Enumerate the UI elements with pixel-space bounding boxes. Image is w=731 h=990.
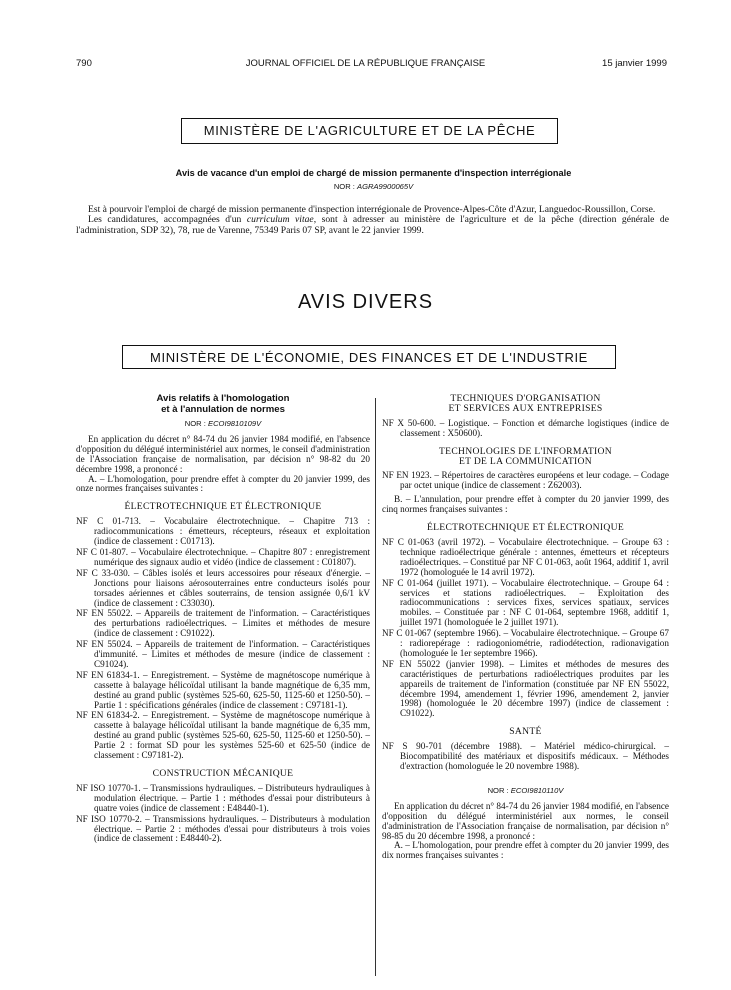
ministry-agriculture-box <box>181 118 558 144</box>
homologation-title-line-2: et à l'annulation de normes <box>161 403 285 415</box>
norm-code: NF ISO 10770-1. <box>76 782 141 793</box>
norm-description: – Logistique. – Fonction et démarche logistiques (indice de classement : X50600). <box>400 417 669 438</box>
norm-code: NF EN 55022. <box>76 608 133 619</box>
norm-code: NF C 01-067 <box>382 628 432 639</box>
left-nor-label: NOR : <box>184 419 208 428</box>
norm-code: NF C 33-030. <box>76 567 130 578</box>
norm-description: – Appareils de traitement de l'information. – Caractéristiques des perturbations radioélectriques. – Limites et méthodes de mesure (indice de classement : C91022). <box>94 608 370 639</box>
norm-description: – Vocabulaire électrotechnique. – Chapitre 713 : radiocommunications : émetteurs, récepteurs, réseaux et exploitation (indice de classement : C01713). <box>94 516 370 547</box>
vacancy-paragraph-2 <box>76 215 669 236</box>
page-number: 790 <box>76 58 92 69</box>
norm-code: NF EN 55022 <box>382 658 441 669</box>
vacancy-paragraph-1: Est à pourvoir l'emploi de chargé de mission permanente d'inspection interrégionale de Provence-Alpes-Côte d'Azur, Languedoc-Roussillon, Corse. <box>88 204 656 215</box>
vacancy-p2-end: , sont à adresser au ministère de l'agriculture et de la pêche (direction générale de l'administration, SDP 32), 78, rue de Varenne, 75349 Paris 07 SP, avant le 22 janvier 1999. <box>76 214 669 236</box>
norm-description: – Vocabulaire électrotechnique. – Chapitre 807 : enregistrement numérique des signaux audio et vidéo (indice de classement : C01807). <box>94 546 371 567</box>
norm-entry <box>76 609 370 639</box>
homologation-title-line-1: Avis relatifs à l'homologation <box>156 393 290 404</box>
right-section-organisation-l2: ET SERVICES AUX ENTREPRISES <box>448 402 603 414</box>
norm-description: (septembre 1966). – Vocabulaire électrotechnique. – Groupe 67 : radiorepérage : radiogoniométrie, radiodétection, radionavigation (homologuée le 1er septembre 1966). <box>400 628 669 658</box>
right-section-electrotech: ÉLECTROTECHNIQUE ET ÉLECTRONIQUE <box>426 522 624 534</box>
left-point-a: A. – L'homologation, pour prendre effet à compter du 20 janvier 1999, des onze normes françaises suivantes : <box>76 473 370 494</box>
norm-description: (avril 1972). – Vocabulaire électrotechnique. – Groupe 63 : technique radioélectrique générale : antennes, émetteurs et récepteurs radioélectriques. – Constitué par NF C 01-063, août 1964, additif 1, avril 1972 (homologuée le 14 avril 1972). <box>400 536 670 577</box>
norm-entry <box>382 579 669 629</box>
vacancy-nor <box>76 182 671 191</box>
right-section-technologies <box>382 447 669 467</box>
norm-description: – Enregistrement. – Système de magnétoscope numérique à cassette à balayage hélicoïdal utilisant la bande magnétique de 6,35 mm, destiné au grand public (systèmes 525-60, 625-50, 1125-60 et 1250-50). – Partie 2 : format SD pour les systèmes 525-60 et 625-50 (indice de classement : C97181-2). <box>94 710 370 761</box>
ministry-agriculture-name: MINISTÈRE DE L'AGRICULTURE ET DE LA PÊCHE <box>203 123 536 138</box>
norm-description: (juillet 1971). – Vocabulaire électrotechnique. – Groupe 64 : services et stations radioélectriques. – Exploitation des radiocommunications : services fixes, services spatiaux, services mobiles. – Constituée par : NF C 01-064, septembre 1968, additif 1, juillet 1971 (homologuée le 2 juillet 1971). <box>400 577 670 628</box>
left-section-mecanique: CONSTRUCTION MÉCANIQUE <box>152 768 294 779</box>
right-intro: En application du décret n° 84-74 du 26 janvier 1984 modifié, en l'absence d'opposition du délégué interministériel aux normes, le conseil d'administration de l'Association française de normalisation, par décision n° 98-85 du 20 décembre 1998, a prononcé : <box>382 800 670 841</box>
norm-description: – Appareils de traitement de l'information. – Caractéristiques d'immunité. – Limites et méthodes de mesure (indice de classement : C91024). <box>94 639 370 669</box>
norm-entry <box>382 419 669 439</box>
right-electrotech-list <box>382 538 669 719</box>
norm-code: NF ISO 10770-2. <box>76 813 142 824</box>
nor-label: NOR : <box>333 182 358 191</box>
norm-code: NF C 01-064 <box>382 577 434 588</box>
norm-entry <box>76 640 370 670</box>
vacancy-notice-title <box>76 168 671 178</box>
norm-code: NF S 90-701 <box>382 741 443 752</box>
norm-entry <box>382 471 669 491</box>
norm-entry <box>76 784 370 814</box>
norm-description: – Répertoires de caractères européens et leur codage. – Codage par octet unique (indice de classement : Z62003). <box>400 470 669 491</box>
right-nor-label: NOR : <box>487 785 511 795</box>
right-sante-list <box>382 742 669 772</box>
journal-title: JOURNAL OFFICIEL DE LA RÉPUBLIQUE FRANÇAISE <box>245 58 486 69</box>
norm-entry <box>76 517 370 547</box>
norm-entry <box>76 671 370 711</box>
norm-code: NF EN 55024. <box>76 639 133 650</box>
right-section-sante: SANTÉ <box>509 726 542 738</box>
homologation-title <box>76 394 370 415</box>
norm-code: NF X 50-600. <box>382 417 437 428</box>
left-column <box>76 394 370 845</box>
norm-description: – Transmissions hydrauliques. – Distributeurs hydrauliques à modulation électrique. – Partie 1 : méthodes d'essai pour distributeurs à quatre voies (indice de classement : E48440-1). <box>94 782 370 813</box>
norm-entry <box>382 660 669 719</box>
right-section-organisation-l1: TECHNIQUES D'ORGANISATION <box>450 393 601 404</box>
norm-code: NF EN 1923. <box>382 470 432 481</box>
norm-description: – Enregistrement. – Système de magnétoscope numérique à cassette à balayage hélicoïdal utilisant la bande magnétique de 6,35 mm, destiné au grand public (systèmes 525-60, 625-50, 1125-60 et 1250-50). – Partie 1 : spécifications générales (indice de classement : C97181-1). <box>94 669 370 710</box>
norm-code: NF EN 61834-1. <box>76 669 140 680</box>
norm-code: NF C 01-713. <box>76 516 141 527</box>
norm-description: (janvier 1998). – Limites et méthodes de mesures des caractéristiques de perturbations radioélectriques produites par les appareils de traitement de l'information (constituée par NF EN 55022, décembre 1994, amendement 1, février 1996, amendement 2, janvier 1998) (homologuée le 20 décembre 1997) (indice de classement : C91022). <box>400 658 669 719</box>
left-nor-reference: ECOI9810109V <box>208 419 262 428</box>
left-nor <box>76 419 370 429</box>
nor-reference: AGRA9900065V <box>357 182 414 191</box>
ministry-economy-box <box>122 345 616 369</box>
norm-description: (décembre 1988). – Matériel médico-chirurgical. – Biocompatibilité des matériaux et dispositifs médicaux. – Méthodes d'extraction (homologuée le 20 novembre 1988). <box>400 741 670 771</box>
right-nor-reference: ECOI9810110V <box>510 785 564 795</box>
norm-description: – Câbles isolés et leurs accessoires pour réseaux d'énergie. – Jonctions pour liaisons aérosouterraines entre conducteurs isolés pour torsades aériennes et câbles souterrains, de tension assignée 0,6/1 kV (indice de classement : C33030). <box>94 567 371 608</box>
right-section-technologies-l1: TECHNOLOGIES DE L'INFORMATION <box>439 445 612 457</box>
right-point-b: B. – L'annulation, pour prendre effet à compter du 20 janvier 1999, des cinq normes françaises suivantes : <box>382 494 669 515</box>
column-divider <box>375 398 376 976</box>
vacancy-title-text: Avis de vacance d'un emploi de chargé de mission permanente d'inspection interrégionale <box>175 168 572 178</box>
norm-entry <box>382 538 669 578</box>
left-intro: En application du décret n° 84-74 du 26 janvier 1984 modifié, en l'absence d'opposition du délégué interministériel aux normes, le conseil d'administration de l'Association française de normalisation, par décision n° 98-82 du 20 décembre 1998, a prononcé : <box>76 433 370 474</box>
right-organisation-list <box>382 419 669 439</box>
right-section-technologies-l2: ET DE LA COMMUNICATION <box>458 455 592 467</box>
avis-divers-heading: AVIS DIVERS <box>297 291 434 313</box>
left-section-electrotech: ÉLECTROTECHNIQUE ET ÉLECTRONIQUE <box>124 501 322 513</box>
right-section-organisation <box>382 394 669 414</box>
right-point-a: A. – L'homologation, pour prendre effet à compter du 20 janvier 1999, des dix normes françaises suivantes : <box>382 840 669 861</box>
left-mecanique-list <box>76 784 370 844</box>
norm-entry <box>76 569 370 609</box>
norm-entry <box>76 548 370 568</box>
vacancy-body <box>76 205 669 236</box>
norm-description: – Transmissions hydrauliques. – Distributeurs à modulation électrique. – Partie 2 : méthodes d'essai pour distributeurs à trois voies (indice de classement : E48440-2). <box>94 813 370 844</box>
norm-entry <box>382 742 669 772</box>
norm-entry <box>76 815 370 845</box>
norm-code: NF C 01-063 <box>382 536 434 547</box>
norm-entry <box>76 711 370 761</box>
norm-code: NF EN 61834-2. <box>76 710 140 721</box>
vacancy-p2-italic: curriculum vitae <box>246 214 314 226</box>
norm-entry <box>382 629 669 659</box>
right-column <box>382 394 669 861</box>
vacancy-p2-start: Les candidatures, accompagnées d'un <box>88 214 247 226</box>
issue-date: 15 janvier 1999 <box>602 58 667 69</box>
right-technologies-list <box>382 471 669 491</box>
left-electrotech-list <box>76 517 370 761</box>
ministry-economy-name: MINISTÈRE DE L'ÉCONOMIE, DES FINANCES ET DE L'INDUSTRIE <box>150 350 588 365</box>
right-nor <box>382 786 669 796</box>
norm-code: NF C 01-807. <box>76 546 129 557</box>
